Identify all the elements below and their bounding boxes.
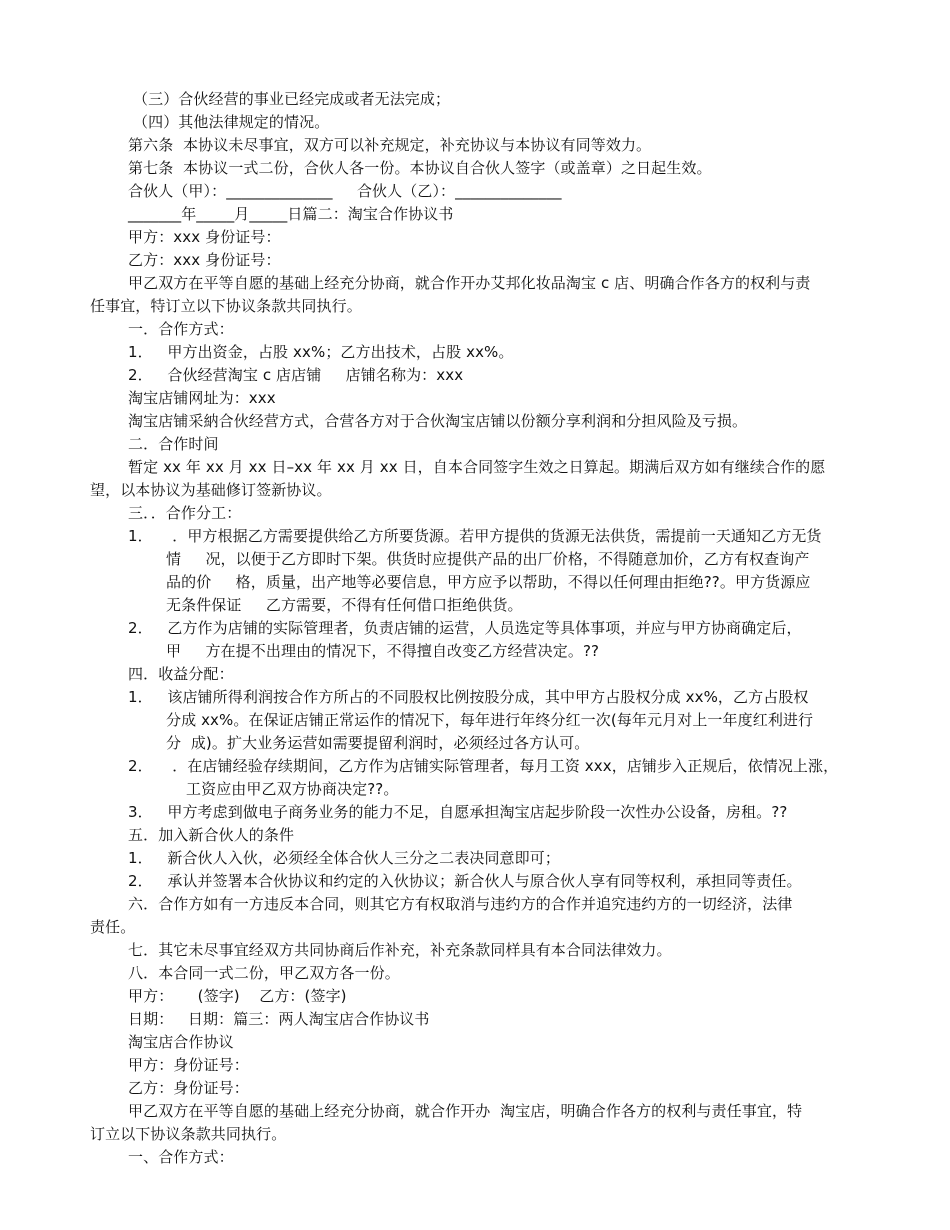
doc-line: 第七条 本协议一式二份，合伙人各一份。本协议自合伙人签字（或盖章）之日起生效。 xyxy=(128,159,712,177)
doc-line: 淘宝店铺采納合伙经营方式，合营各方对于合伙淘宝店铺以份额分享利润和分担风险及亏损。 xyxy=(128,412,748,430)
doc-line: 甲 方在提不出理由的情况下，不得擅自改变乙方经营决定。?? xyxy=(166,642,600,660)
doc-line: 甲方：身份证号： xyxy=(128,1056,249,1074)
doc-line: 2． 合伙经营淘宝 c 店店铺 店铺名称为：xxx xyxy=(128,366,464,384)
doc-line: 甲方： (签字) 乙方：(签字) xyxy=(128,987,347,1005)
doc-line: 甲方：xxx 身份证号： xyxy=(128,228,281,246)
doc-line: 乙方：xxx 身份证号： xyxy=(128,251,281,269)
doc-line: 望，以本协议为基础修订签新协议。 xyxy=(90,481,332,499)
doc-line: 甲乙双方在平等自愿的基础上经充分协商，就合作开办 淘宝店，明确合作各方的权利与责任事宜，特 xyxy=(128,1102,803,1120)
doc-line: （四）其他法律规定的情况。 xyxy=(133,113,330,131)
doc-line: 3． 甲方考虑到做电子商务业务的能力不足，自愿承担淘宝店起步阶段一次性办公设备，房租。?? xyxy=(128,803,788,821)
doc-line: 无条件保证 乙方需要，不得有任何借口拒绝供货。 xyxy=(166,596,523,614)
doc-line: 日期： 日期：篇三：两人淘宝店合作协议书 xyxy=(128,1010,430,1028)
doc-line: 第六条 本协议未尽事宜，双方可以补充规定，补充协议与本协议有同等效力。 xyxy=(128,136,652,154)
doc-line: 七．其它未尽事宜经双方共同协商后作补充，补充条款同样具有本合同法律效力。 xyxy=(128,941,672,959)
doc-line: 订立以下协议条款共同执行。 xyxy=(90,1125,287,1143)
doc-line: 六．合作方如有一方违反本合同，则其它方有权取消与违约方的合作并追究违约方的一切经济，法律 xyxy=(128,895,793,913)
doc-line: _______年_____月_____日篇二：淘宝合作协议书 xyxy=(128,205,454,223)
doc-line: 八．本合同一式二份，甲乙双方各一份。 xyxy=(128,964,400,982)
doc-line: 合伙人（甲）：______________ 合伙人（乙）：______________ xyxy=(128,182,562,200)
doc-line: 任事宜，特订立以下协议条款共同执行。 xyxy=(90,297,362,315)
doc-line: 分成 xx%。在保证店铺正常运作的情况下，每年进行年终分红一次(每年元月对上一年度红利进行 xyxy=(166,711,814,729)
doc-line: 淘宝店铺网址为：xxx xyxy=(128,389,276,407)
doc-line: 甲乙双方在平等自愿的基础上经充分协商，就合作开办艾邦化妆品淘宝 c 店、明确合作各方的权利与责 xyxy=(128,274,811,292)
doc-line: 1． 新合伙人入伙，必须经全体合伙人三分之二表决同意即可； xyxy=(128,849,560,867)
doc-line: 2． 承认并签署本合伙协议和约定的入伙协议；新合伙人与原合伙人享有同等权利，承担同等责任。 xyxy=(128,872,802,890)
doc-line: 1． ．甲方根据乙方需要提供给乙方所要货源。若甲方提供的货源无法供货，需提前一天通知乙方无货 xyxy=(128,527,822,545)
doc-line: 情 况，以便于乙方即时下架。供货时应提供产品的出厂价格，不得随意加价，乙方有权查询产 xyxy=(166,550,810,568)
doc-line: 暂定 xx 年 xx 月 xx 日–xx 年 xx 月 xx 日，自本合同签字生效之日算起。期满后双方如有继续合作的愿 xyxy=(128,458,826,476)
doc-line: 2． 乙方作为店铺的实际管理者，负责店铺的运营，人员选定等具体事项，并应与甲方协商确定后， xyxy=(128,619,802,637)
doc-line: 2． ．在店铺经验存续期间，乙方作为店铺实际管理者，每月工资 xxx，店铺步入正规后，依情况上涨， xyxy=(128,757,839,775)
doc-line: （三）合伙经营的事业已经完成或者无法完成； xyxy=(133,90,451,108)
doc-line: 一、合作方式： xyxy=(128,1148,234,1166)
doc-line: 分 成)。扩大业务运营如需要提留利润时，必须经过各方认可。 xyxy=(166,734,590,752)
doc-line: 1． 甲方出资金，占股 xx%；乙方出技术，占股 xx%。 xyxy=(128,343,514,361)
doc-line: 五．加入新合伙人的条件 xyxy=(128,826,295,844)
doc-line: 1． 该店铺所得利润按合作方所占的不同股权比例按股分成，其中甲方占股权分成 xx%，乙方占股权 xyxy=(128,688,809,706)
doc-line: 品的价 格，质量，出产地等必要信息，甲方应予以帮助，不得以任何理由拒绝??。甲方货源应 xyxy=(166,573,811,591)
doc-line: 乙方：身份证号： xyxy=(128,1079,249,1097)
doc-line: 一．合作方式： xyxy=(128,320,234,338)
doc-line: 工资应由甲乙双方协商决定??。 xyxy=(186,780,399,798)
doc-line: 三．．合作分工： xyxy=(128,504,242,522)
doc-line: 责任。 xyxy=(90,918,136,936)
doc-line: 淘宝店合作协议 xyxy=(128,1033,234,1051)
doc-line: 四．收益分配： xyxy=(128,665,234,683)
doc-line: 二．合作时间 xyxy=(128,435,219,453)
